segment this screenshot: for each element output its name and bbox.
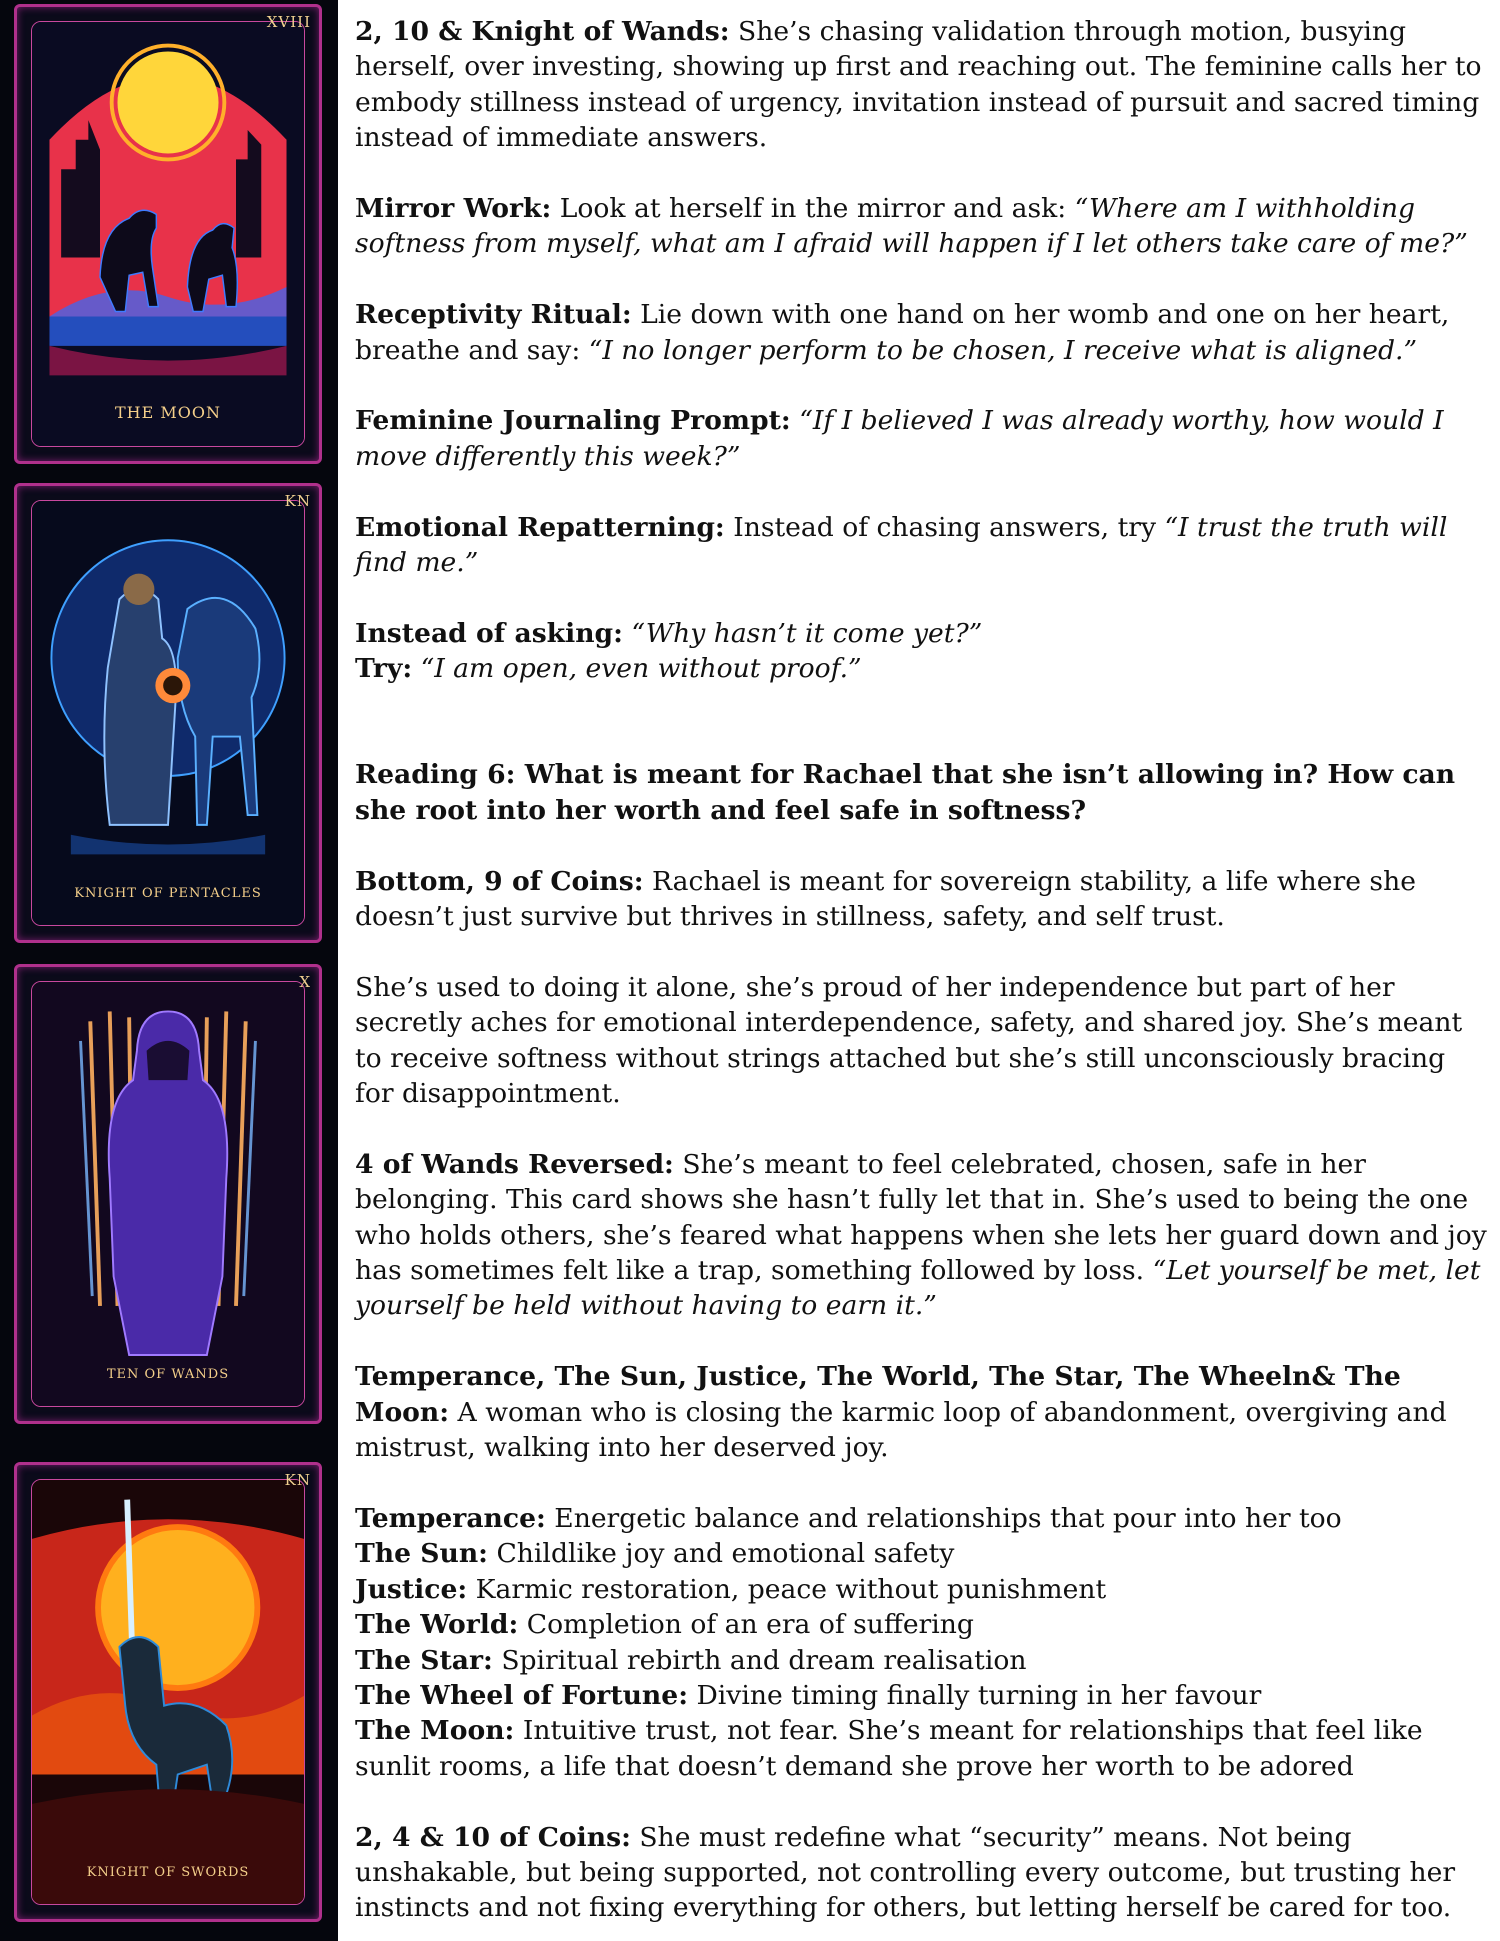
paragraph-label: Receptivity Ritual: — [355, 299, 632, 331]
meaning-justice — [355, 1572, 1490, 1607]
paragraph-body — [412, 653, 420, 684]
paragraph-quote: “Let yourself be met, let yourself be held without having to earn it.” — [355, 1255, 1481, 1322]
knight-of-swords-illustration — [32, 1480, 304, 1904]
meaning-body: Karmic restoration, peace without punishment — [467, 1573, 1107, 1605]
paragraph-label: 2, 10 & Knight of Wands: — [355, 16, 730, 47]
paragraph-body: Look at herself in the mirror and ask: — [551, 193, 1075, 225]
meaning-the-world — [355, 1607, 1490, 1642]
paragraph-instead-of-asking — [355, 616, 1490, 651]
paragraph-coins-security — [355, 1820, 1490, 1926]
reading-6-heading — [355, 757, 1490, 828]
paragraph-receptivity-ritual — [355, 297, 1490, 368]
card-name: KNIGHT OF SWORDS — [86, 1865, 250, 1880]
paragraph-body: Instead of chasing answers, try — [724, 511, 1165, 543]
meaning-body: Divine timing finally turning in her favour — [688, 1679, 1262, 1711]
meaning-body: Completion of an era of suffering — [518, 1609, 974, 1641]
card-name: KNIGHT OF PENTACLES — [74, 886, 262, 901]
meaning-label: Temperance: — [355, 1502, 546, 1534]
meaning-label: The Moon: — [355, 1715, 515, 1747]
paragraph-body: A woman who is closing the karmic loop of abandonment, overgiving and mistrust, walking into her deserved joy. — [355, 1396, 1447, 1464]
meaning-the-sun — [355, 1536, 1490, 1571]
paragraph-body — [791, 405, 799, 436]
card-artwork — [31, 21, 305, 447]
paragraph-label: Emotional Repatterning: — [355, 511, 725, 543]
paragraph-label: 2, 4 & 10 of Coins: — [355, 1821, 631, 1853]
tarot-card-knight-of-swords — [14, 1462, 322, 1922]
paragraph-label: Try: — [355, 653, 413, 685]
paragraph-label: 4 of Wands Reversed: — [355, 1148, 674, 1180]
meaning-body: Energetic balance and relationships that pour into her too — [545, 1502, 1342, 1534]
paragraph-quote: “I trust the truth will find me.” — [355, 511, 1448, 579]
paragraph-independence — [355, 970, 1490, 1112]
paragraph-4-of-wands-reversed — [355, 1147, 1490, 1324]
card-artwork — [31, 500, 305, 926]
meaning-label: Justice: — [355, 1573, 468, 1605]
paragraph-label: Feminine Journaling Prompt: — [355, 405, 791, 437]
card-artwork — [31, 1479, 305, 1905]
meaning-label: The Wheel of Fortune: — [355, 1679, 689, 1711]
meaning-temperance — [355, 1501, 1490, 1536]
paragraph-label: Instead of asking: — [355, 617, 623, 649]
card-artwork — [31, 981, 305, 1407]
tarot-card-ten-of-wands — [14, 964, 322, 1424]
meaning-the-star — [355, 1643, 1490, 1678]
card-name: TEN OF WANDS — [106, 1367, 230, 1382]
card-numeral: KN — [284, 492, 311, 510]
paragraph-body: Lie down with one hand on her womb and one on her heart, breathe and say: — [355, 299, 1450, 366]
paragraph-body: She’s used to doing it alone, she’s proud of her independence but part of her secretly aches for emotional interdependence, safety, and shared joy. She’s meant to receive softness without strings attached but she’s still unconsciously bracing for disappointment. — [355, 971, 1463, 1110]
paragraph-journaling-prompt — [355, 403, 1490, 474]
meaning-body: Spiritual rebirth and dream realisation — [492, 1644, 1027, 1676]
knight-of-pentacles-illustration — [32, 501, 304, 925]
paragraph-body: She’s meant to feel celebrated, chosen, safe in her belonging. This card shows she hasn’t fully let that in. She’s used to being the one who holds others, she’s feared what happens when she lets her guard down and joy has sometimes felt like a trap, something followed by loss. — [355, 1148, 1487, 1287]
paragraph-mirror-work — [355, 191, 1490, 262]
card-meanings-list — [355, 1501, 1490, 1784]
ten-of-wands-illustration — [32, 982, 304, 1406]
reading-text — [355, 14, 1490, 1926]
meaning-label: The World: — [355, 1609, 519, 1641]
paragraph-knight-of-wands — [355, 14, 1490, 156]
section-spacer — [355, 722, 1490, 757]
paragraph-emotional-repatterning — [355, 510, 1490, 581]
meaning-the-moon — [355, 1713, 1490, 1784]
heading-text: Reading 6: What is meant for Rachael that she isn’t allowing in? How can she root into her worth and feel safe in softness? — [355, 759, 1456, 826]
paragraph-body: She’s chasing validation through motion, busying herself, over investing, showing up first and reaching out. The feminine calls her to embody stillness instead of urgency, invitation instead of pursuit and sacred timing instead of immediate answers. — [355, 16, 1482, 154]
meaning-label: The Sun: — [355, 1538, 488, 1570]
meaning-label: The Star: — [355, 1644, 493, 1676]
moon-card-illustration — [32, 22, 304, 446]
card-numeral: KN — [284, 1471, 311, 1489]
meaning-body: Childlike joy and emotional safety — [488, 1538, 955, 1570]
paragraph-9-of-coins — [355, 864, 1490, 935]
paragraph-quote: “I no longer perform to be chosen, I receive what is aligned.” — [588, 334, 1418, 366]
paragraph-label: Mirror Work: — [355, 193, 552, 225]
paragraph-quote: “If I believed I was already worthy, how would I move differently this week?” — [355, 405, 1444, 472]
card-name: THE MOON — [114, 403, 221, 422]
tarot-card-the-moon — [14, 4, 322, 464]
meaning-wheel-of-fortune — [355, 1678, 1490, 1713]
card-numeral: XVIII — [266, 13, 311, 31]
paragraph-quote: “Where am I withholding softness from myself, what am I afraid will happen if I let others take care of me?” — [355, 193, 1468, 260]
paragraph-quote: “I am open, even without proof.” — [420, 653, 862, 685]
paragraph-major-arcana — [355, 1359, 1490, 1465]
paragraph-body: She must redefine what “security” means. Not being unshakable, but being supported, not controlling every outcome, but trusting her instincts and not fixing everything for others, but letting herself be cared for too. — [355, 1821, 1456, 1924]
paragraph-quote: “Why hasn’t it come yet?” — [631, 617, 983, 649]
paragraph-label: Bottom, 9 of Coins: — [355, 865, 644, 897]
meaning-body: Intuitive trust, not fear. She’s meant for relationships that feel like sunlit rooms, a life that doesn’t demand she prove her worth to be adored — [355, 1715, 1423, 1782]
paragraph-try — [355, 651, 1490, 686]
paragraph-body: Rachael is meant for sovereign stability, a life where she doesn’t just survive but thrives in stillness, safety, and self trust. — [355, 865, 1416, 933]
tarot-card-column — [0, 0, 338, 1941]
paragraph-label: Temperance, The Sun, Justice, The World, The Star, The Wheeln& The Moon: — [355, 1361, 1401, 1428]
tarot-card-knight-of-pentacles — [14, 483, 322, 943]
card-numeral: X — [299, 973, 311, 991]
